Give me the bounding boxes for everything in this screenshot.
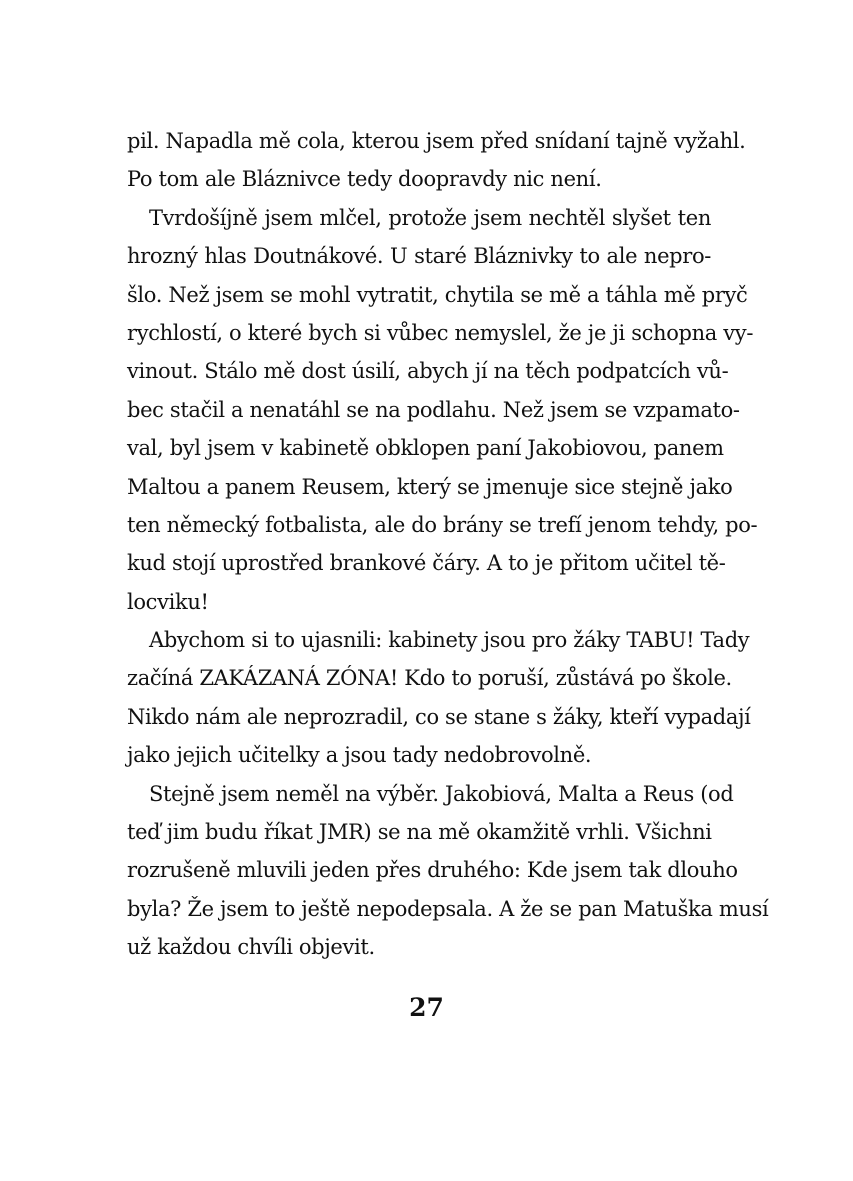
body-text <box>127 122 769 967</box>
text-line: už každou chvíli objevit. <box>127 935 375 960</box>
text-line: Stejně jsem neměl na výběr. Jakobiová, Malta a Reus (od <box>149 781 734 806</box>
text-line: teď jim budu říkat JMR) se na mě okamžitě vrhli. Všichni <box>127 820 712 845</box>
text-line: byla? Že jsem to ještě nepodepsala. A že se pan Matuška musí <box>127 896 769 921</box>
text-line: rozrušeně mluvili jeden přes druhého: Kde jsem tak dlouho <box>127 858 738 883</box>
text-line: bec stačil a nenatáhl se na podlahu. Než jsem se vzpamato- <box>127 397 740 422</box>
text-line: Nikdo nám ale neprozradil, co se stane s žáky, kteří vypadají <box>127 704 751 729</box>
text-line: rychlostí, o které bych si vůbec nemyslel, že je ji schopna vy- <box>127 320 754 345</box>
text-line: locviku! <box>127 589 209 614</box>
text-line: kud stojí uprostřed brankové čáry. A to je přitom učitel tě- <box>127 551 726 576</box>
paragraph <box>127 122 746 199</box>
text-line: hrozný hlas Doutnákové. U staré Bláznivky to ale nepro- <box>127 244 711 269</box>
text-line: pil. Napadla mě cola, kterou jsem před snídaní tajně vyžahl. <box>127 129 746 153</box>
text-line: Maltou a panem Reusem, který se jmenuje sice stejně jako <box>127 474 733 499</box>
text-line: vinout. Stálo mě dost úsilí, abych jí na těch podpatcích vů- <box>127 359 729 384</box>
page-number: 27 <box>409 993 444 1022</box>
text-line: Po tom ale Bláznivce tedy doopravdy nic není. <box>127 167 602 192</box>
paragraph <box>127 775 769 967</box>
text-line: ten německý fotbalista, ale do brány se trefí jenom tehdy, po- <box>127 512 758 537</box>
text-line: šlo. Než jsem se mohl vytratit, chytila se mě a táhla mě pryč <box>127 282 748 307</box>
paragraph <box>127 621 751 775</box>
text-line: Tvrdošíjně jsem mlčel, protože jsem nechtěl slyšet ten <box>149 205 711 230</box>
text-line: jako jejich učitelky a jsou tady nedobrovolně. <box>127 743 592 768</box>
text-line: Abychom si to ujasnili: kabinety jsou pro žáky TABU! Tady <box>149 628 750 653</box>
text-line: začíná ZAKÁZANÁ ZÓNA! Kdo to poruší, zůstává po škole. <box>127 666 732 691</box>
paragraph <box>127 199 758 621</box>
text-line: val, byl jsem v kabinetě obklopen paní Jakobiovou, panem <box>127 436 724 461</box>
